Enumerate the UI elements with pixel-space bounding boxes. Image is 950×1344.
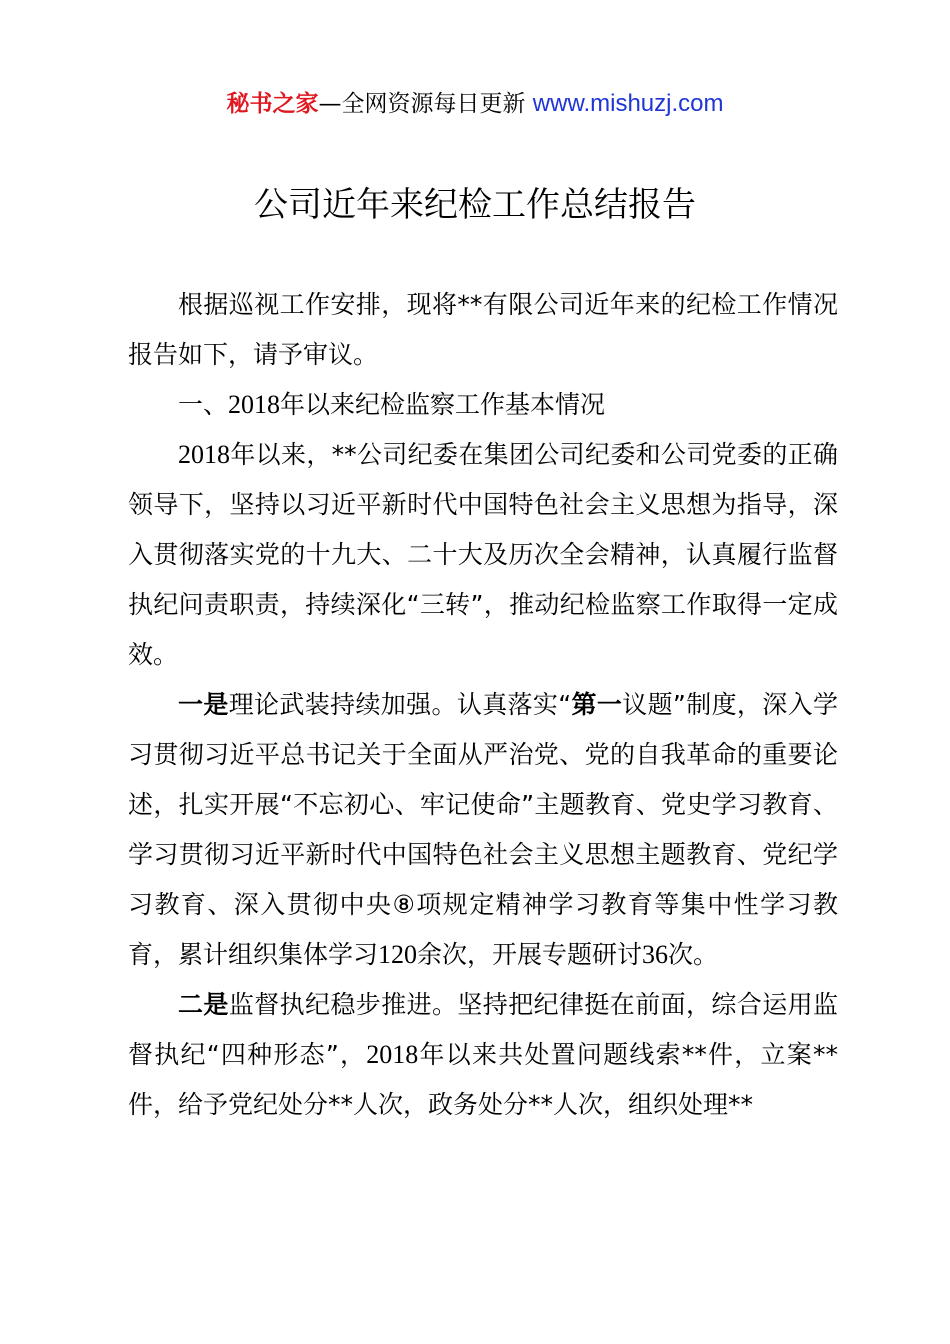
supervision-text-b: 年以来共处置问题线索**件，立案**件，给予党纪处分**人次，政务处分**人次，组织处理** bbox=[128, 1040, 838, 1119]
document-title: 公司近年来纪检工作总结报告 bbox=[254, 185, 696, 225]
paragraph-supervision bbox=[128, 980, 838, 1130]
theory-text-d: 次。 bbox=[668, 940, 719, 969]
document-body bbox=[128, 280, 838, 1130]
theory-lead: 一是 bbox=[178, 690, 229, 719]
section-heading-year: 2018 bbox=[228, 390, 281, 419]
theory-count-study: 120 bbox=[378, 940, 418, 969]
header-tagline: —全网资源每日更新 bbox=[318, 91, 526, 117]
brand-name: 秘书之家 bbox=[226, 91, 319, 117]
overview-year: 2018 bbox=[178, 440, 230, 469]
paragraph-overview bbox=[128, 430, 838, 680]
supervision-year: 2018 bbox=[366, 1040, 419, 1069]
theory-bold-first: 第一 bbox=[571, 690, 623, 719]
theory-text-c: 余次，开展专题研讨 bbox=[417, 940, 643, 969]
site-url-link[interactable]: www.mishuzj.com bbox=[532, 90, 724, 117]
section-heading-prefix: 一、 bbox=[178, 390, 229, 419]
theory-count-seminar: 36 bbox=[642, 940, 669, 969]
theory-text-a: 理论武装持续加强。认真落实“ bbox=[228, 690, 572, 719]
overview-text: 年以来，**公司纪委在集团公司纪委和公司党委的正确领导下，坚持以习近平新时代中国特色社会主义思想为指导，深入贯彻落实党的十九大、二十大及历次全会精神，认真履行监督执纪问责职责，持续深化“三转”，推动纪检监察工作取得一定成效。 bbox=[128, 440, 838, 669]
paragraph-theory bbox=[128, 680, 838, 980]
supervision-text-a: 监督执纪稳步推进。坚持把纪律挺在前面，综合运用监督执纪“四种形态”， bbox=[128, 990, 838, 1069]
intro-paragraph: 根据巡视工作安排，现将**有限公司近年来的纪检工作情况报告如下，请予审议。 bbox=[128, 290, 838, 369]
section-heading-text: 年以来纪检监察工作基本情况 bbox=[280, 390, 606, 419]
section-heading-1 bbox=[128, 380, 838, 430]
supervision-lead: 二是 bbox=[178, 990, 229, 1019]
site-header bbox=[0, 86, 950, 122]
theory-text-b: 议题”制度，深入学习贯彻习近平总书记关于全面从严治党、党的自我革命的重要论述，扎实开展“不忘初心、牢记使命”主题教育、党史学习教育、学习贯彻习近平新时代中国特色社会主义思想主题教育、党纪学习教育、深入贯彻中央⑧项规定精神学习教育等集中性学习教育，累计组织集体学习 bbox=[128, 690, 838, 969]
